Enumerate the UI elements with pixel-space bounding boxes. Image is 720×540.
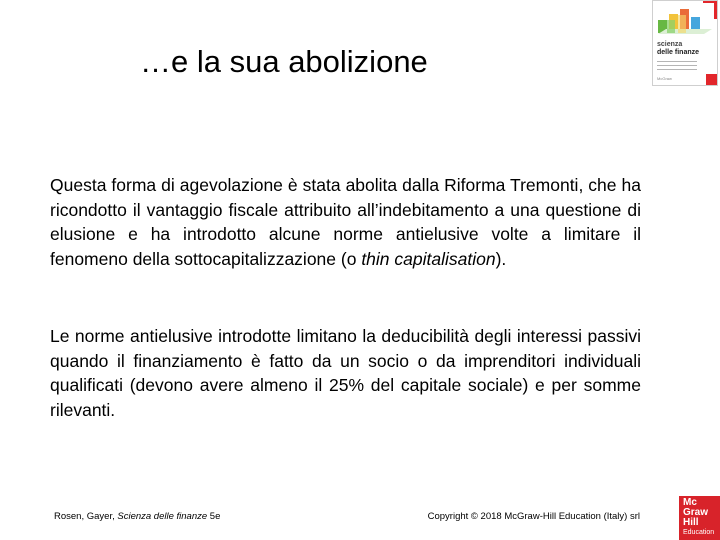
body-paragraph-2: Le norme antielusive introdotte limitano la deducibilità degli interessi passivi quando il finanziamento è fatto da un socio o da imprenditori individuali qualificati (devono avere almeno il 25% del capitale sociale) e per somme rilevanti. xyxy=(50,326,641,420)
logo-line-3: Hill xyxy=(683,517,699,528)
cover-line xyxy=(657,61,697,62)
book-cover-image xyxy=(652,0,718,86)
cover-logo-icon xyxy=(706,74,717,85)
paragraph-1-italic: thin capitalisation xyxy=(361,248,496,269)
footer-citation xyxy=(54,511,220,523)
footer-copyright: Copyright © 2018 McGraw-Hill Education (Italy) srl xyxy=(427,511,640,522)
cover-graphic-icon xyxy=(656,3,714,39)
body-paragraph-1 xyxy=(50,173,641,271)
logo-line-2: Graw xyxy=(683,507,709,518)
footer-citation-prefix: Rosen, Gayer, xyxy=(54,511,118,522)
cover-text-lines xyxy=(657,61,697,73)
footer-citation-title: Scienza delle finanze xyxy=(117,511,208,522)
cover-title-line-2: delle finanze xyxy=(657,49,700,56)
mcgraw-hill-logo xyxy=(679,496,720,540)
slide-title: …e la sua abolizione xyxy=(140,44,428,79)
footer-citation-suffix: 5e xyxy=(207,511,221,522)
cover-title-line-1: scienza xyxy=(657,41,683,48)
logo-line-1: Mc xyxy=(683,497,697,508)
paragraph-1-tail: ). xyxy=(495,248,507,269)
cover-publisher: McGraw xyxy=(657,76,672,81)
paragraph-1-text: Questa forma di agevolazione è stata abolita dalla Riforma Tremonti, che ha ricondotto il vantaggio fiscale attribuito all’indebitamento a una questione di elusione e ha introdotto alcune norme antielusive volte a limitare il fenomeno della sottocapitalizzazione (o xyxy=(50,175,641,269)
cover-line xyxy=(657,69,697,70)
logo-line-4: Education xyxy=(683,529,715,536)
cover-line xyxy=(657,65,697,66)
